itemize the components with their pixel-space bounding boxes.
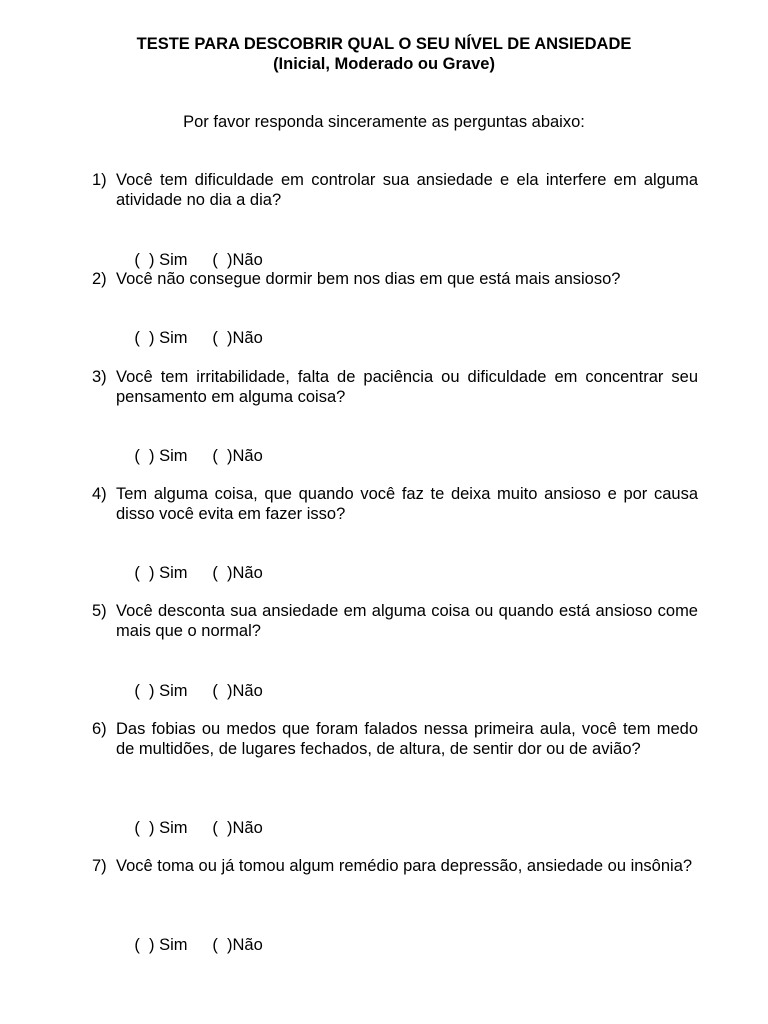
question-2 xyxy=(92,269,698,289)
answer-row-3 xyxy=(116,426,263,486)
option-yes[interactable] xyxy=(134,563,212,583)
question-number: 7) xyxy=(92,857,107,875)
checkbox-yes[interactable]: ( ) xyxy=(134,329,155,347)
question-6 xyxy=(92,719,698,759)
question-number: 6) xyxy=(92,720,107,738)
document-title: TESTE PARA DESCOBRIR QUAL O SEU NÍVEL DE ANSIEDADE xyxy=(136,35,632,53)
option-yes-label: Sim xyxy=(159,564,188,582)
question-text: Você toma ou já tomou algum remédio para depressão, ansiedade ou insônia? xyxy=(116,857,693,875)
checkbox-yes[interactable]: ( ) xyxy=(134,251,155,269)
option-yes-label: Sim xyxy=(159,936,188,954)
option-yes[interactable] xyxy=(134,935,212,955)
checkbox-no[interactable]: ( ) xyxy=(212,329,233,347)
checkbox-no[interactable]: ( ) xyxy=(212,682,233,700)
option-no-label: Não xyxy=(232,819,263,837)
option-no-label: Não xyxy=(232,447,263,465)
question-number: 2) xyxy=(92,270,107,288)
question-1 xyxy=(92,170,698,210)
question-3 xyxy=(92,367,698,407)
option-no[interactable] xyxy=(212,681,262,701)
question-text: Você desconta sua ansiedade em alguma coisa ou quando está ansioso come mais que o normal? xyxy=(116,602,698,640)
checkbox-no[interactable]: ( ) xyxy=(212,819,233,837)
option-yes-label: Sim xyxy=(159,682,188,700)
answer-row-2 xyxy=(116,308,263,368)
option-no[interactable] xyxy=(212,818,262,838)
option-no-label: Não xyxy=(232,682,263,700)
option-yes[interactable] xyxy=(134,446,212,466)
question-number: 1) xyxy=(92,171,107,189)
option-yes-label: Sim xyxy=(159,447,188,465)
checkbox-yes[interactable]: ( ) xyxy=(134,447,155,465)
checkbox-no[interactable]: ( ) xyxy=(212,447,233,465)
document-subtitle: (Inicial, Moderado ou Grave) xyxy=(273,55,495,73)
checkbox-yes[interactable]: ( ) xyxy=(134,682,155,700)
question-4 xyxy=(92,484,698,524)
checkbox-no[interactable]: ( ) xyxy=(212,251,233,269)
checkbox-no[interactable]: ( ) xyxy=(212,564,233,582)
answer-row-7 xyxy=(116,915,263,975)
option-no-label: Não xyxy=(232,936,263,954)
checkbox-yes[interactable]: ( ) xyxy=(134,564,155,582)
option-yes[interactable] xyxy=(134,250,212,270)
question-number: 3) xyxy=(92,368,107,386)
question-number: 4) xyxy=(92,485,107,503)
option-yes-label: Sim xyxy=(159,251,188,269)
option-yes-label: Sim xyxy=(159,329,188,347)
option-no[interactable] xyxy=(212,935,262,955)
question-7 xyxy=(92,856,698,876)
question-number: 5) xyxy=(92,602,107,620)
question-text: Você tem dificuldade em controlar sua ansiedade e ela interfere em alguma atividade no dia a dia? xyxy=(116,171,698,209)
question-text: Das fobias ou medos que foram falados nessa primeira aula, você tem medo de multidões, de lugares fechados, de altura, de sentir dor ou de avião? xyxy=(116,720,698,758)
option-yes[interactable] xyxy=(134,818,212,838)
checkbox-no[interactable]: ( ) xyxy=(212,936,233,954)
checkbox-yes[interactable]: ( ) xyxy=(134,936,155,954)
option-no-label: Não xyxy=(232,251,263,269)
checkbox-yes[interactable]: ( ) xyxy=(134,819,155,837)
option-no-label: Não xyxy=(232,564,263,582)
option-yes[interactable] xyxy=(134,328,212,348)
intro-text: Por favor responda sinceramente as perguntas abaixo: xyxy=(183,113,585,131)
option-yes[interactable] xyxy=(134,681,212,701)
answer-row-4 xyxy=(116,543,263,603)
question-text: Você não consegue dormir bem nos dias em que está mais ansioso? xyxy=(116,270,621,288)
question-5 xyxy=(92,601,698,641)
option-no[interactable] xyxy=(212,250,262,270)
question-text: Você tem irritabilidade, falta de paciência ou dificuldade em concentrar seu pensamento em alguma coisa? xyxy=(116,368,698,406)
option-no[interactable] xyxy=(212,563,262,583)
question-text: Tem alguma coisa, que quando você faz te deixa muito ansioso e por causa disso você evita em fazer isso? xyxy=(116,485,698,523)
answer-row-5 xyxy=(116,661,263,721)
option-no[interactable] xyxy=(212,328,262,348)
option-no-label: Não xyxy=(232,329,263,347)
option-yes-label: Sim xyxy=(159,819,188,837)
answer-row-6 xyxy=(116,798,263,858)
option-no[interactable] xyxy=(212,446,262,466)
